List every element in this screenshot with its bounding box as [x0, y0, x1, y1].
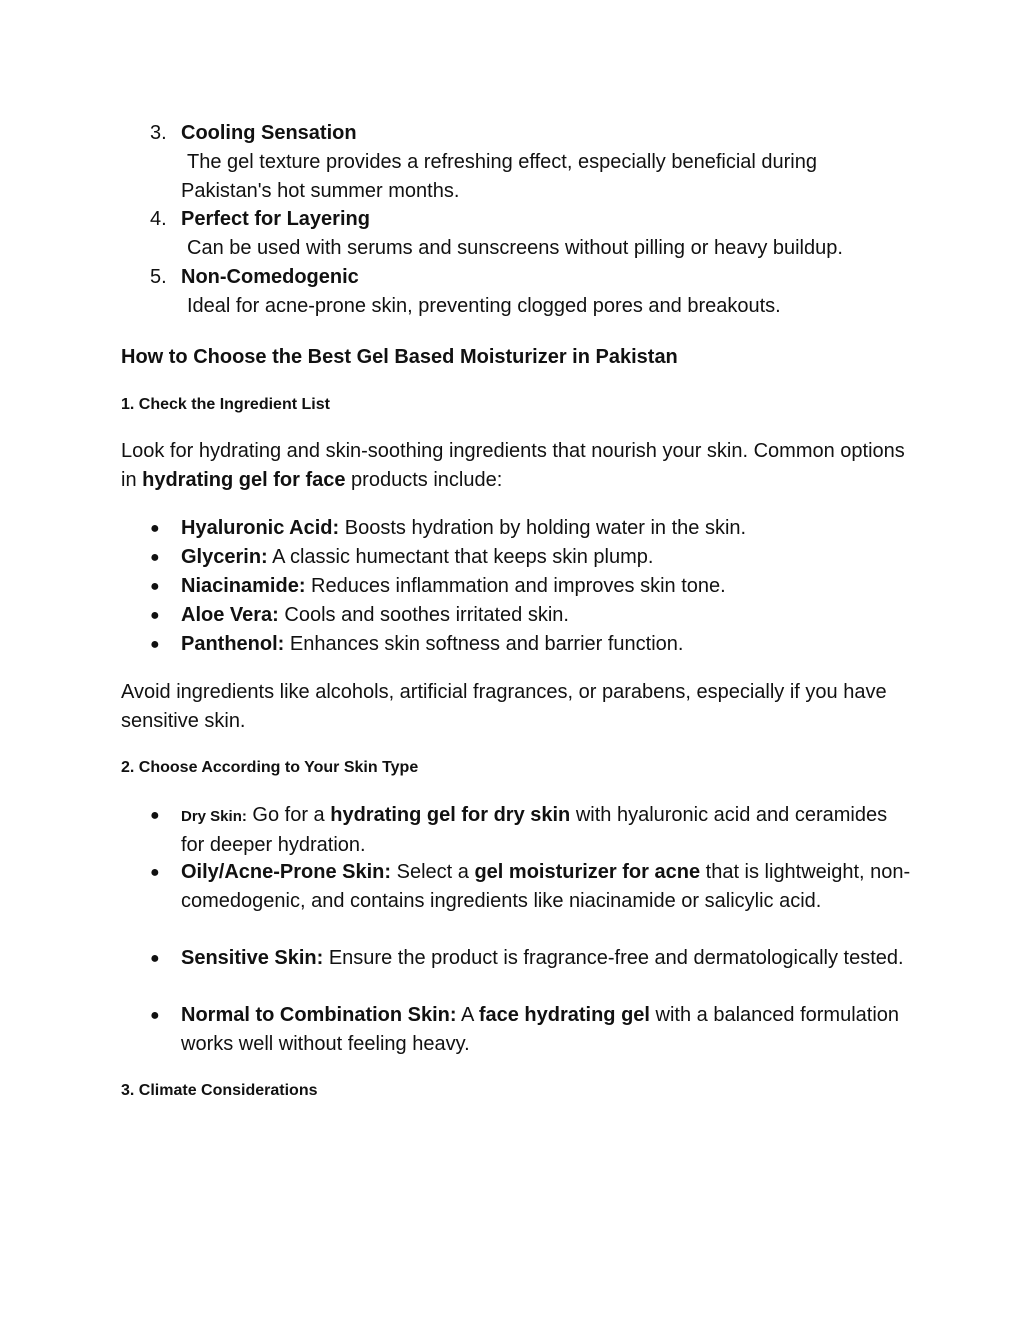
ingredient-text: Hyaluronic Acid: Boosts hydration by holding water in the skin.	[181, 517, 747, 539]
avoid-paragraph: Avoid ingredients like alcohols, artificial fragrances, or parabens, especially if you have sensitive skin.	[121, 681, 887, 732]
ingredients-intro: Look for hydrating and skin-soothing ingredients that nourish your skin. Common options in hydrating gel for face products include:	[121, 440, 905, 491]
bullet-icon: ●	[150, 864, 160, 881]
benefit-description: The gel texture provides a refreshing effect, especially beneficial during Pakistan's hot summer months.	[181, 151, 817, 202]
subsection-heading: 1. Check the Ingredient List	[121, 396, 330, 413]
bullet-icon: ●	[150, 807, 160, 824]
ingredient-text: Glycerin: A classic humectant that keeps skin plump.	[181, 546, 654, 568]
bullet-icon: ●	[150, 950, 160, 967]
list-number: 5.	[150, 266, 167, 288]
benefit-title: Non-Comedogenic	[181, 266, 359, 288]
bullet-icon: ●	[150, 578, 160, 595]
ingredient-text: Aloe Vera: Cools and soothes irritated skin.	[181, 604, 569, 626]
bullet-icon: ●	[150, 607, 160, 624]
skin-type-text: Dry Skin: Go for a hydrating gel for dry skin with hyaluronic acid and ceramides for deeper hydration.	[181, 804, 888, 856]
section-heading: How to Choose the Best Gel Based Moisturizer in Pakistan	[121, 346, 678, 368]
bullet-icon: ●	[150, 636, 160, 653]
skin-type-text: Oily/Acne-Prone Skin: Select a gel moisturizer for acne that is lightweight, non-comedogenic, and contains ingredients like niacinamide or salicylic acid.	[181, 861, 911, 912]
bullet-icon: ●	[150, 520, 160, 537]
skin-type-text: Sensitive Skin: Ensure the product is fragrance-free and dermatologically tested.	[181, 947, 904, 969]
benefit-title: Cooling Sensation	[181, 122, 357, 144]
subsection-heading: 3. Climate Considerations	[121, 1082, 318, 1099]
benefit-description: Ideal for acne-prone skin, preventing clogged pores and breakouts.	[187, 295, 781, 317]
bullet-icon: ●	[150, 549, 160, 566]
ingredient-text: Panthenol: Enhances skin softness and barrier function.	[181, 633, 684, 655]
list-number: 3.	[150, 122, 167, 144]
skin-type-text: Normal to Combination Skin: A face hydrating gel with a balanced formulation works well without feeling heavy.	[181, 1004, 900, 1055]
list-number: 4.	[150, 208, 167, 230]
benefit-title: Perfect for Layering	[181, 208, 370, 230]
bullet-icon: ●	[150, 1007, 160, 1024]
benefit-description: Can be used with serums and sunscreens without pilling or heavy buildup.	[187, 237, 843, 259]
ingredient-text: Niacinamide: Reduces inflammation and improves skin tone.	[181, 575, 726, 597]
subsection-heading: 2. Choose According to Your Skin Type	[121, 759, 419, 776]
